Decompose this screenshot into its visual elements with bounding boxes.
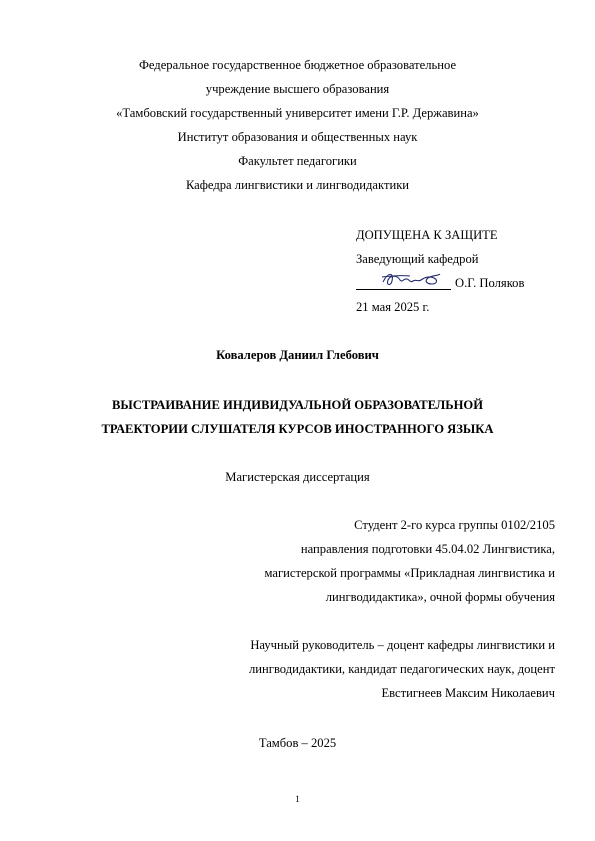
thesis-title-line-1: ВЫСТРАИВАНИЕ ИНДИВИДУАЛЬНОЙ ОБРАЗОВАТЕЛЬНОЙ xyxy=(111,398,484,412)
author-name: Ковалеров Даниил Глебович xyxy=(216,348,379,362)
header-line-department: Кафедра лингвистики и лингводидактики xyxy=(185,178,410,192)
header-line-faculty: Факультет педагогики xyxy=(238,154,357,168)
city-year: Тамбов – 2025 xyxy=(258,736,337,750)
header-line-institute: Институт образования и общественных наук xyxy=(177,130,418,144)
work-type: Магистерская диссертация xyxy=(225,470,370,484)
supervisor-info-line-1: Научный руководитель – доцент кафедры лингвистики и xyxy=(250,638,555,652)
student-info-line-3: магистерской программы «Прикладная лингвистика и xyxy=(264,566,555,580)
supervisor-info-line-3: Евстигнеев Максим Николаевич xyxy=(381,686,555,700)
supervisor-info-line-2: лингводидактики, кандидат педагогических наук, доцент xyxy=(249,662,555,676)
header-line-federal: Федеральное государственное бюджетное образовательное xyxy=(138,58,457,72)
approval-role: Заведующий кафедрой xyxy=(356,252,479,266)
student-info-line-1: Студент 2-го курса группы 0102/2105 xyxy=(354,518,555,532)
thesis-title-line-2: ТРАЕКТОРИИ СЛУШАТЕЛЯ КУРСОВ ИНОСТРАННОГО ЯЗЫКА xyxy=(101,422,494,436)
signature-line xyxy=(356,289,451,290)
header-line-institution-type: учреждение высшего образования xyxy=(205,82,390,96)
student-info-line-4: лингводидактика», очной формы обучения xyxy=(325,590,555,604)
approval-title: ДОПУЩЕНА К ЗАЩИТЕ xyxy=(356,228,498,242)
approval-date: 21 мая 2025 г. xyxy=(356,300,430,314)
student-info-line-2: направления подготовки 45.04.02 Лингвистика, xyxy=(300,542,555,556)
page-number: 1 xyxy=(295,794,300,804)
approval-name: О.Г. Поляков xyxy=(455,276,525,290)
header-line-university: «Тамбовский государственный университет имени Г.Р. Державина» xyxy=(116,106,479,120)
signature-image xyxy=(380,268,442,290)
